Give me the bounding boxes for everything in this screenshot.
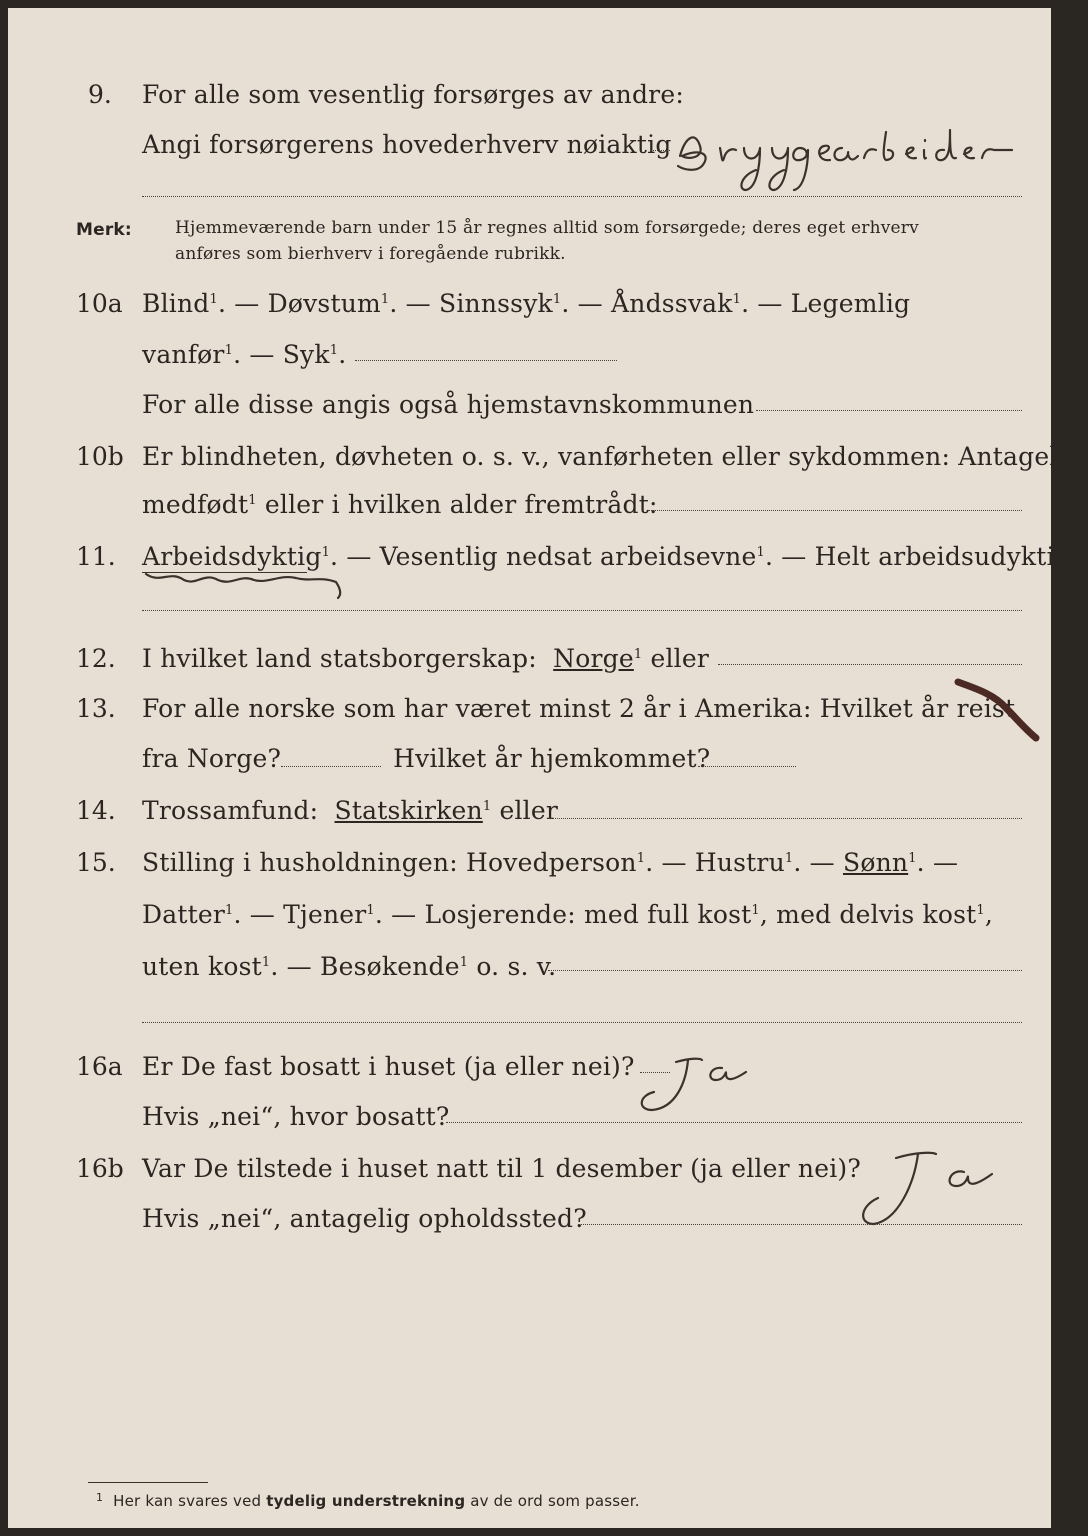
q11-number: 11. [76,542,116,571]
q16b-line1: Var De tilstede i huset natt til 1 desember (ja eller nei)? [142,1154,861,1183]
q15-line2: Datter$^1$. — Tjener$^1$. — Losjerende: med full kost$^1$, med delvis kost$^1$, [142,900,994,929]
q12-dotted-line [718,664,1022,665]
q10a-line1: Blind$^1$. — Døvstum$^1$. — Sinnssyk$^1$. — Åndssvak$^1$. — Legemlig [142,289,911,318]
q10a-line2: vanfør$^1$. — Syk$^1$. [142,340,347,369]
q9-dotted-line-2 [142,196,1022,197]
q15-dotted-line [548,970,1022,971]
merk-label: Merk: [76,220,132,240]
q14-line1: Trossamfund: Statskirken$^1$ eller [142,796,558,825]
q12-line1: I hvilket land statsborgerskap: Norge$^1$ eller [142,644,710,673]
q11-dotted-line [142,610,1022,611]
q15-line3: uten kost$^1$. — Besøkende$^1$ o. s. v. [142,952,557,981]
q10b-line2: medfødt$^1$ eller i hvilken alder fremtrådt: [142,490,658,519]
q13-dotted-line [698,766,796,767]
q13-ink-mark [944,672,1044,752]
q16a-line1: Er De fast bosatt i huset (ja eller nei)? [142,1052,635,1081]
q10b-dotted-line [648,510,1022,511]
q10a-line3: For alle disse angis også hjemstavnskommunen [142,390,755,419]
q9-line1: For alle som vesentlig forsørges av andre: [142,80,684,109]
q13-line1: For alle norske som har været minst 2 år i Amerika: Hvilket år reist [142,694,1016,723]
q9-number: 9. [88,80,112,109]
q16a-line2: Hvis „nei“, hvor bosatt? [142,1102,450,1131]
q16b-number: 16b [76,1154,124,1183]
q10a-dotted-line [355,360,617,361]
footnote-rule [88,1482,208,1483]
q13-line2: fra Norge? Hvilket år hjemkommet? [142,744,711,773]
q10b-line1: Er blindheten, døvheten o. s. v., vanførheten eller sykdommen: Antagelig [142,442,1082,471]
q16b-line2: Hvis „nei“, antagelig opholdssted? [142,1204,587,1233]
q9-handwritten-answer [660,118,1030,198]
merk-line1: Hjemmeværende barn under 15 år regnes alltid som forsørgede; deres eget erhverv [175,218,919,238]
q16a-handwritten-answer [630,1052,760,1122]
q10b-number: 10b [76,442,124,471]
q15-line1: Stilling i husholdningen: Hovedperson$^1$. — Hustru$^1$. — Sønn$^1$. — [142,848,959,877]
q10a-number: 10a [76,289,123,318]
merk-line2: anføres som bierhverv i foregående rubrikk. [175,244,566,264]
q15-dotted-line-2 [142,1022,1022,1023]
q10a-dotted-line-2 [756,410,1022,411]
q11-handwritten-squiggle [140,566,350,606]
q13-number: 13. [76,694,116,723]
footnote: $^1$ Her kan svares ved tydelig understrekning av de ord som passer. [96,1491,640,1510]
q14-dotted-line [548,818,1022,819]
q15-number: 15. [76,848,116,877]
q16a-dotted-line-2 [446,1122,1022,1123]
q16b-handwritten-answer [852,1144,1002,1234]
q9-line2: Angi forsørgerens hovederhverv nøiaktig [142,130,672,159]
q12-number: 12. [76,644,116,673]
q14-number: 14. [76,796,116,825]
q11-line1: Arbeidsdyktig$^1$. — Vesentlig nedsat arbeidsevne$^1$. — Helt arbeidsudyktig$^1$. [142,542,1088,571]
q16a-number: 16a [76,1052,123,1081]
q16b-dotted-line [578,1224,1022,1225]
